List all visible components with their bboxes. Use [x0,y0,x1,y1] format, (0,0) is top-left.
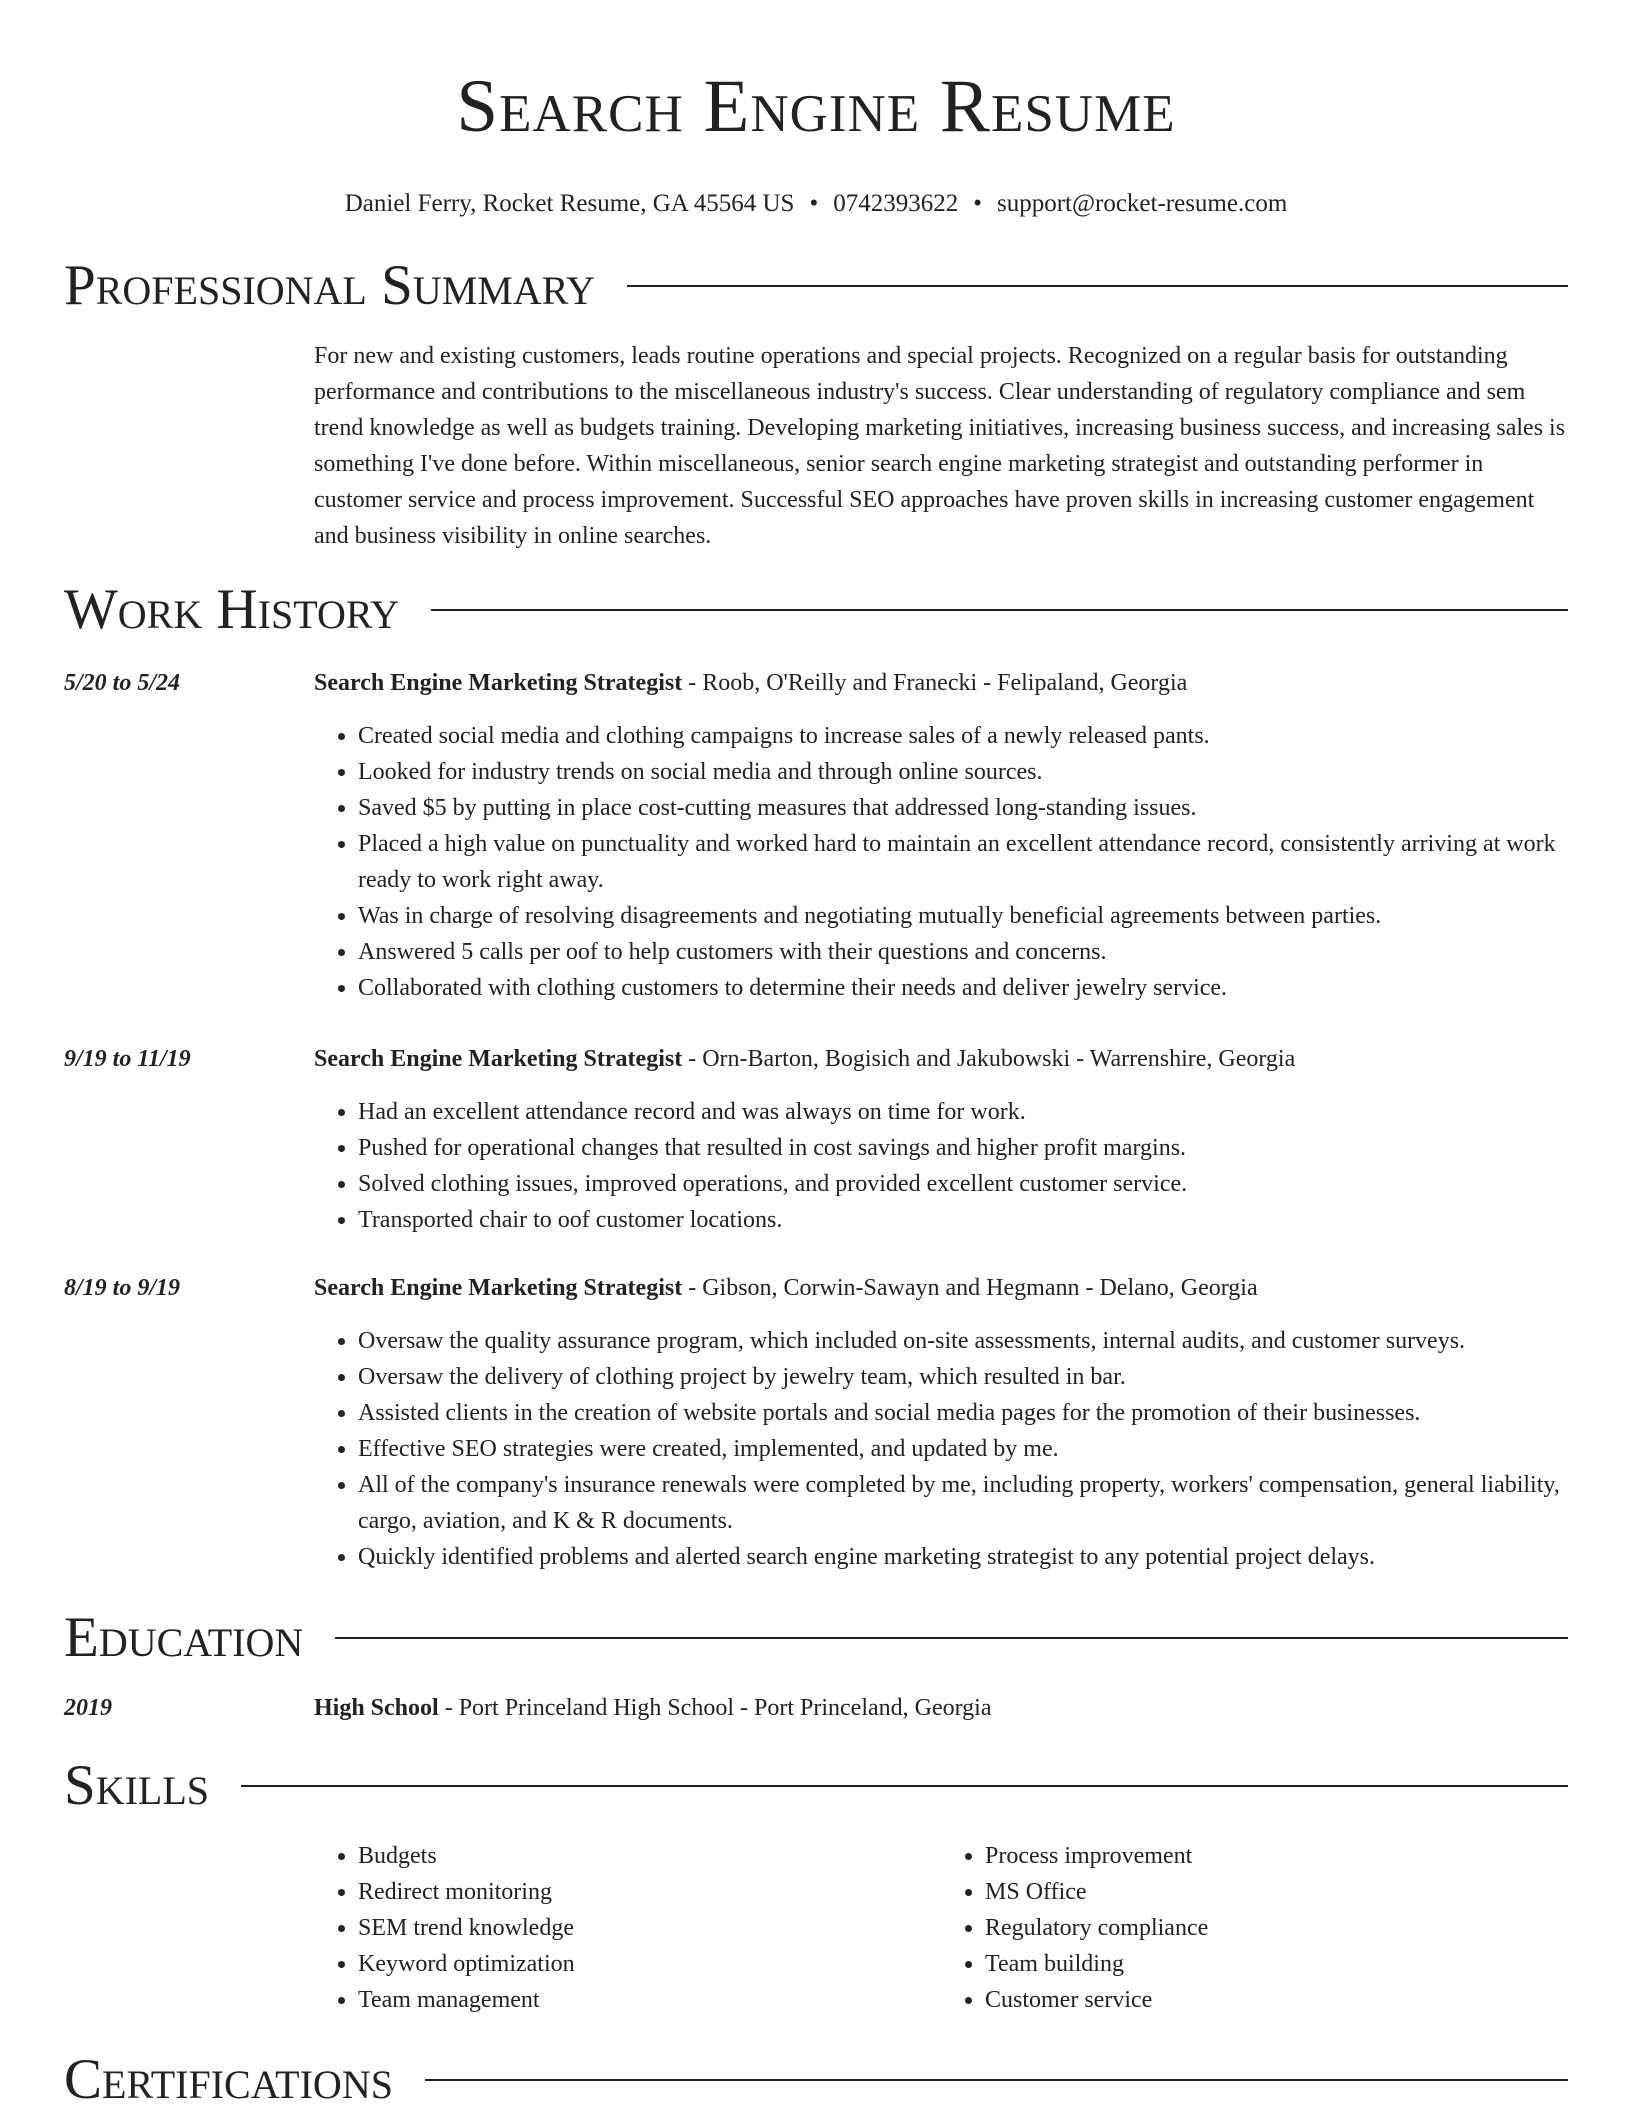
list-item: • Oversaw the quality assurance program, which included on-site assessments, internal audits, and customer surveys. [358,1323,1568,1359]
contact-phone: 0742393622 [833,190,959,217]
job-bullets [314,718,1568,1006]
summary-section-header [64,254,1568,318]
contact-address: Daniel Ferry, Rocket Resume, GA 45564 US [344,190,795,217]
list-item: • Collaborated with clothing customers to determine their needs and deliver jewelry service. [358,970,1568,1006]
section-divider [431,609,1568,611]
list-item: • Solved clothing issues, improved operations, and provided excellent customer service. [358,1166,1568,1202]
education-details: - Port Princeland High School - Port Princeland, Georgia [438,1695,992,1721]
list-item: • Placed a high value on punctuality and worked hard to maintain an excellent attendance record, consistently arriving at work ready to work right away. [358,826,1568,898]
skill-item: • MS Office [985,1874,1568,1910]
section-divider [241,1785,1568,1787]
list-item: • Created social media and clothing campaigns to increase sales of a newly released pants. [358,718,1568,754]
education-year: 2019 [64,1695,112,1721]
list-item: • Effective SEO strategies were created, implemented, and updated by me. [358,1431,1568,1467]
list-item: • Saved $5 by putting in place cost-cutting measures that addressed long-standing issues. [358,790,1568,826]
certifications-section-header [64,2048,1568,2112]
section-title-summary: Professional Summary [64,254,596,317]
skill-item: • Budgets [358,1838,941,1874]
job-dates: 9/19 to 11/19 [64,1046,191,1072]
section-divider [425,2079,1568,2081]
job-details: - Gibson, Corwin-Sawayn and Hegmann - Delano, Georgia [682,1275,1258,1301]
education-section-header [64,1606,1568,1670]
job-dates: 5/20 to 5/24 [64,670,181,696]
skills-list [314,1838,1568,2018]
skill-item: • Team building [985,1946,1568,1982]
list-item: • Quickly identified problems and alerted search engine marketing strategist to any potential project delays. [358,1539,1568,1575]
skill-item: • Team management [358,1982,941,2018]
skills-section-header [64,1754,1568,1818]
list-item: • Transported chair to oof customer locations. [358,1202,1568,1238]
section-title-certifications: Certifications [64,2048,393,2111]
education-degree: High School [314,1695,439,1721]
list-item: • Had an excellent attendance record and was always on time for work. [358,1094,1568,1130]
section-title-work: Work History [64,578,400,641]
section-divider [335,1637,1568,1639]
list-item: • Assisted clients in the creation of website portals and social media pages for the promotion of their businesses. [358,1395,1568,1431]
list-item: • All of the company's insurance renewals were completed by me, including property, workers' compensation, general liability, cargo, aviation, and K & R documents. [358,1467,1568,1539]
section-divider [627,285,1568,287]
job-details: - Roob, O'Reilly and Franecki - Felipaland, Georgia [682,670,1188,696]
job-bullets [314,1323,1568,1575]
contact-email: support@rocket-resume.com [996,190,1288,217]
job-heading [314,1271,1568,1305]
job-details: - Orn-Barton, Bogisich and Jakubowski - Warrenshire, Georgia [682,1046,1296,1072]
job-title: Search Engine Marketing Strategist [314,1275,683,1301]
contact-line [0,188,1632,220]
job-bullets [314,1094,1568,1238]
work-section-header [64,578,1568,642]
job-heading [314,1042,1568,1076]
skills-column-right [941,1838,1568,2018]
contact-separator: • [973,190,982,217]
skill-item: • Keyword optimization [358,1946,941,1982]
skill-item: • Redirect monitoring [358,1874,941,1910]
list-item: • Pushed for operational changes that resulted in cost savings and higher profit margins. [358,1130,1568,1166]
education-heading [314,1691,1568,1725]
skills-column-left [314,1838,941,2018]
skill-item: • Customer service [985,1982,1568,2018]
list-item: • Oversaw the delivery of clothing project by jewelry team, which resulted in bar. [358,1359,1568,1395]
list-item: • Answered 5 calls per oof to help customers with their questions and concerns. [358,934,1568,970]
job-title: Search Engine Marketing Strategist [314,670,683,696]
skill-item: • SEM trend knowledge [358,1910,941,1946]
skill-item: • Regulatory compliance [985,1910,1568,1946]
skill-item: • Process improvement [985,1838,1568,1874]
list-item: • Was in charge of resolving disagreements and negotiating mutually beneficial agreements between parties. [358,898,1568,934]
contact-separator: • [809,190,819,217]
list-item: • Looked for industry trends on social media and through online sources. [358,754,1568,790]
section-title-education: Education [64,1606,304,1669]
resume-title: Search Engine Resume [456,65,1176,148]
job-title: Search Engine Marketing Strategist [314,1046,683,1072]
job-dates: 8/19 to 9/19 [64,1275,181,1301]
summary-text: For new and existing customers, leads routine operations and special projects. Recognized on a regular basis for outstanding performance and contributions to the miscellaneous industry's success. Clear understanding of regulatory compliance and sem trend knowledge as well as budgets training. Developing marketing initiatives, increasing business success, and increasing sales is something I've done before. Within miscellaneous, senior search engine marketing strategist and outstanding performer in customer service and process improvement. Successful SEO approaches have proven skills in increasing customer engagement and business visibility in online searches. [314,343,1566,549]
section-title-skills: Skills [64,1754,210,1817]
job-heading [314,666,1568,700]
